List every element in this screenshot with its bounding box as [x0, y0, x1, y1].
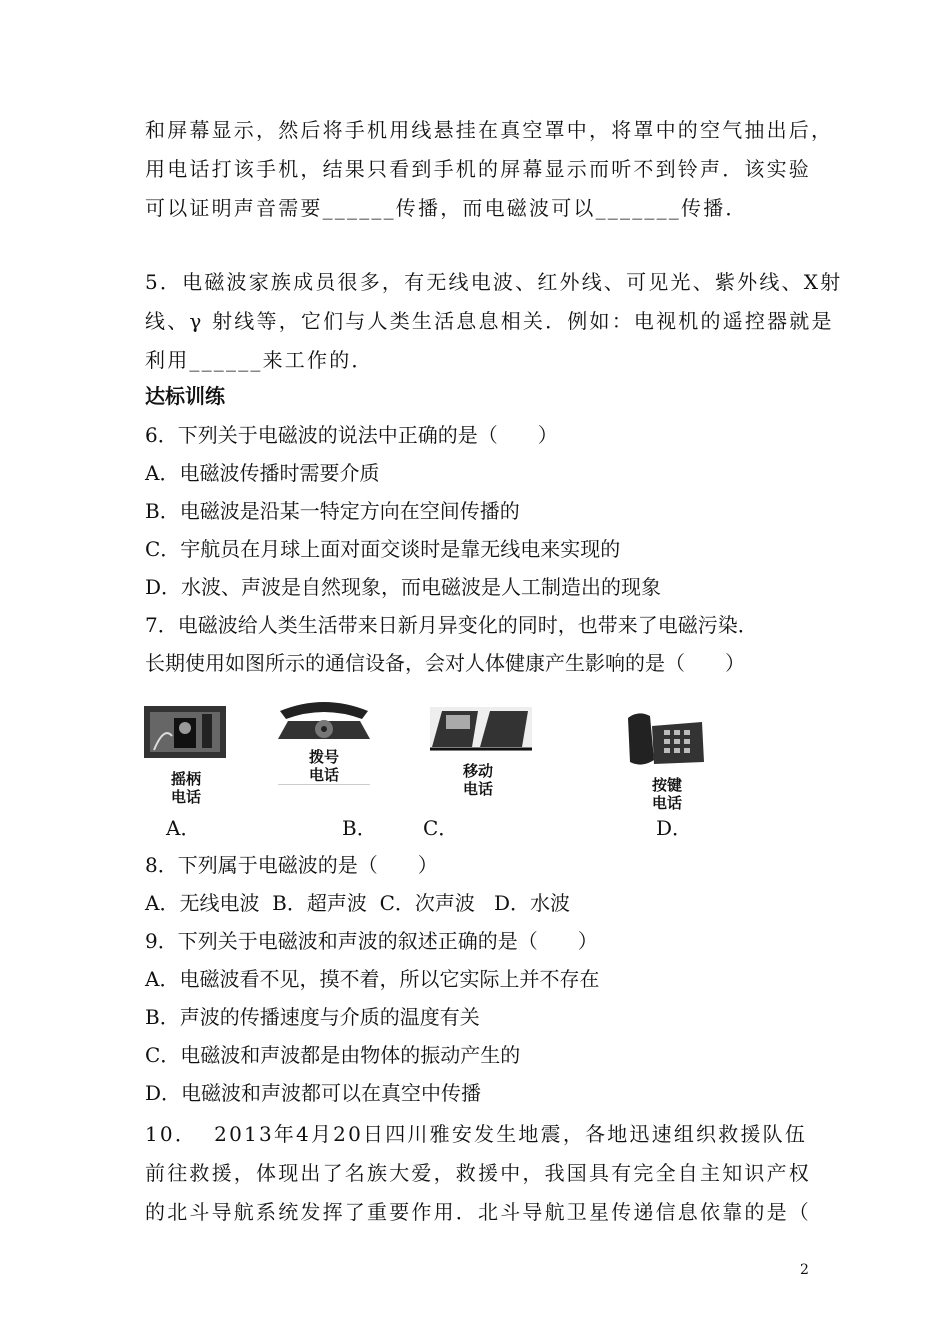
- option-a: A．电磁波传播时需要介质: [145, 461, 380, 485]
- text-line: 线、γ 射线等，它们与人类生活息息相关．例如：电视机的遥控器就是: [145, 309, 834, 333]
- text-line: 利用______来工作的．: [145, 348, 374, 372]
- option-d: D．水波、声波是自然现象，而电磁波是人工制造出的现象: [145, 575, 662, 599]
- option-c: C．电磁波和声波都是由物体的振动产生的: [145, 1043, 521, 1067]
- text-line: 可以证明声音需要______传播，而电磁波可以_______传播．: [145, 196, 748, 220]
- rotary-phone-image: [270, 697, 378, 741]
- question-stem: 7．电磁波给人类生活带来日新月异变化的同时，也带来了电磁污染．: [145, 613, 758, 637]
- crank-phone-image: [144, 706, 226, 758]
- question-stem: 长期使用如图所示的通信设备，会对人体健康产生影响的是（ ）: [145, 651, 745, 675]
- section-heading: 达标训练: [145, 384, 225, 408]
- option-b: B．电磁波是沿某一特定方向在空间传播的: [145, 499, 520, 523]
- mobile-phone-caption: 移动 电话: [462, 762, 493, 798]
- question-stem: 9．下列关于电磁波和声波的叙述正确的是（ ）: [145, 929, 598, 953]
- crank-phone-caption: 摇柄 电话: [170, 770, 201, 806]
- option-c: C．宇航员在月球上面对面交谈时是靠无线电来实现的: [145, 537, 621, 561]
- text-line: 和屏幕显示，然后将手机用线悬挂在真空罩中，将罩中的空气抽出后，: [145, 118, 834, 142]
- figure-option-a: A．: [166, 816, 201, 840]
- rotary-phone-caption: 拨号 电话: [278, 748, 370, 785]
- text-line: 用电话打该手机，结果只看到手机的屏幕显示而听不到铃声．该实验: [145, 157, 811, 181]
- option-a: A．电磁波看不见，摸不着，所以它实际上并不存在: [145, 967, 600, 991]
- mobile-phone-image: [430, 707, 532, 751]
- question-stem: 10． 2013年4月20日四川雅安发生地震，各地迅速组织救援队伍: [145, 1122, 808, 1146]
- page-number: 2: [800, 1262, 809, 1278]
- question-stem: 6．下列关于电磁波的说法中正确的是（ ）: [145, 423, 558, 447]
- figure-option-c: C．: [423, 816, 459, 840]
- question-stem: 8．下列属于电磁波的是（ ）: [145, 853, 438, 877]
- keypad-phone-caption: 按键 电话: [651, 776, 682, 812]
- options-row: A．无线电波 B．超声波 C．次声波 D．水波: [145, 891, 570, 915]
- option-d: D．电磁波和声波都可以在真空中传播: [145, 1081, 482, 1105]
- keypad-phone-image: [624, 710, 706, 768]
- question-stem: 的北斗导航系统发挥了重要作用．北斗导航卫星传递信息依靠的是（: [145, 1200, 811, 1224]
- text-line: 5．电磁波家族成员很多，有无线电波、红外线、可见光、紫外线、X射: [145, 270, 843, 294]
- figure-option-d: D．: [656, 816, 693, 840]
- option-b: B．声波的传播速度与介质的温度有关: [145, 1005, 480, 1029]
- figure-option-b: B．: [342, 816, 377, 840]
- question-stem: 前往救援，体现出了名族大爱，救援中，我国具有完全自主知识产权: [145, 1161, 811, 1185]
